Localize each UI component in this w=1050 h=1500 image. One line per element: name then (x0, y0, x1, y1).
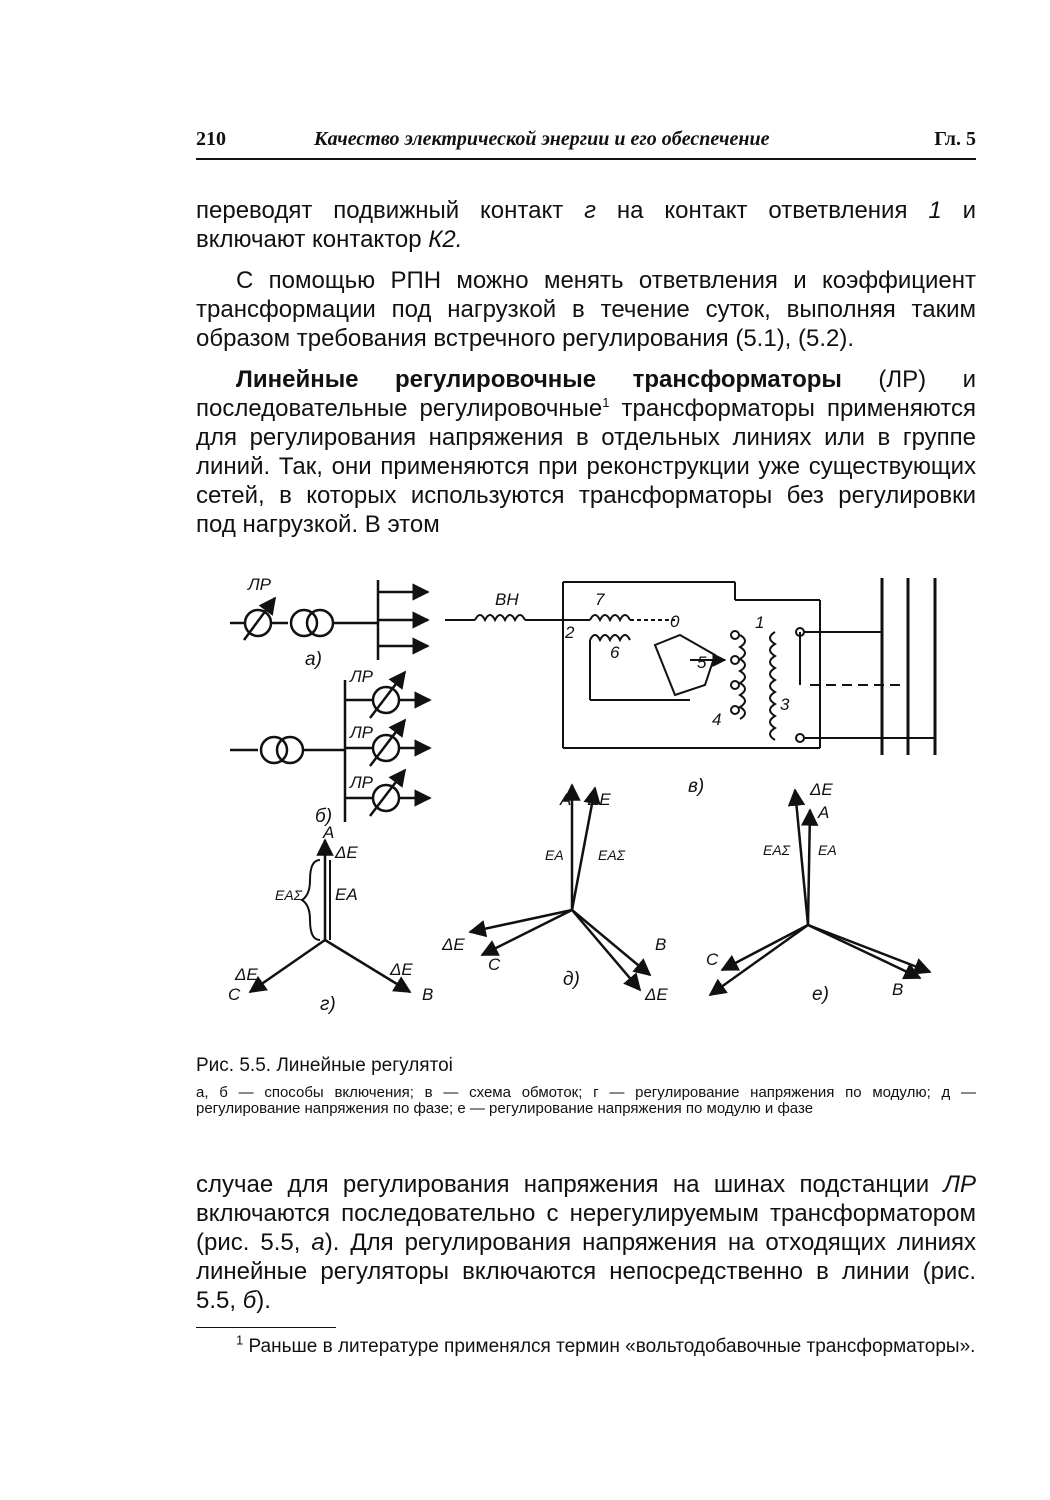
label-v: в) (688, 776, 705, 797)
label-A-g: A (323, 823, 335, 842)
label-dE-dc: ΔE (442, 935, 465, 954)
label-lr: ЛР (350, 723, 373, 742)
paragraph-4: случае для регулирования напряжения на шинах подстанции ЛР включаются последовательно с нерегулируемым трансформатором (рис. 5.5, а). Для регулирования напряжения на отходящих линиях линейные регуляторы включаются непосредственно в линии (рис. 5.5, б). (196, 1171, 976, 1314)
label-lr: ЛР (350, 773, 373, 792)
label-A-e: A (818, 803, 830, 822)
label-A-d: A (560, 790, 572, 809)
label-EA-e: EA (818, 842, 837, 858)
label-C-d: C (488, 955, 501, 974)
label-dE-e: ΔE (810, 780, 833, 799)
label-EAS-g: EAΣ (275, 887, 303, 903)
label-C-e: C (706, 950, 719, 969)
figure-caption: Рис. 5.5. Линейные регулятоі (196, 1055, 453, 1076)
label-lr: ЛР (350, 667, 373, 686)
label-dE-gb: ΔE (390, 960, 413, 979)
label-n3: 3 (780, 695, 790, 714)
label-dE-db: ΔE (645, 985, 668, 1004)
figure-caption-legend: а, б — способы включения; в — схема обмоток; г — регулирование напряжения по модулю; д — регулирование напряжения по фазе; е — регулирование напряжения по модулю и фазе (196, 1084, 976, 1117)
label-n1: 1 (755, 613, 765, 632)
label-vn: ВН (495, 590, 519, 609)
paragraph-1: переводят подвижный контакт г на контакт ответвления 1 и включают контактор К2. (196, 197, 976, 253)
label-C-g: C (228, 985, 241, 1004)
body-text-bottom (196, 1170, 976, 1315)
label-B-e: B (892, 980, 904, 999)
label-n2: 2 (565, 623, 575, 642)
label-n5: 5 (697, 653, 707, 672)
diagram-g (250, 840, 410, 992)
label-dE-gc: ΔE (235, 965, 258, 984)
figure-drawing (200, 560, 980, 1050)
paragraph-3: Линейные регулировочные трансформаторы (ЛР) и последовательные регулировочные$^1$ трансформаторы применяются для регулирования напряжения в отдельных линиях или в группе линий. Так, они применяются при реконструкции уже существующих сетей, в которых используются трансформаторы без регулировки под нагрузкой. В этом (196, 366, 977, 538)
label-dE-d: ΔE (588, 790, 611, 809)
label-EAS-e: EAΣ (763, 842, 791, 858)
body-text-top (196, 196, 976, 539)
figure-5-5 (200, 560, 980, 1050)
page-number: 210 (196, 128, 226, 150)
label-e: е) (812, 984, 829, 1005)
label-EAS-d: EAΣ (598, 847, 626, 863)
label-a: а) (305, 649, 322, 670)
label-g: г) (320, 994, 336, 1015)
label-EA-d: EA (545, 847, 564, 863)
label-B-g: B (422, 985, 434, 1004)
label-n0: 0 (670, 612, 680, 631)
label-b: б) (315, 806, 333, 827)
label-n4: 4 (712, 710, 722, 729)
label-B-d: B (655, 935, 667, 954)
chapter-label: Гл. 5 (934, 128, 976, 150)
diagram-b (230, 672, 430, 822)
label-d: д) (563, 969, 580, 990)
label-EA-g: EA (335, 885, 358, 904)
running-header (196, 128, 976, 160)
running-title: Качество электрической энергии и его обеспечение (314, 128, 770, 150)
footnote: $^1$ Раньше в литературе применялся термин «вольтодобавочные трансформаторы». (236, 1332, 976, 1357)
label-lr: ЛР (248, 575, 271, 594)
label-n7: 7 (595, 590, 605, 609)
label-dE-g: ΔE (335, 843, 358, 862)
header-rule (196, 158, 976, 160)
footnote-rule (196, 1327, 336, 1328)
paragraph-2: С помощью РПН можно менять ответвления и коэффициент трансформации под нагрузкой в течение суток, выполняя таким образом требования встречного регулирования (5.1), (5.2). (196, 267, 976, 352)
label-n6: 6 (610, 643, 620, 662)
